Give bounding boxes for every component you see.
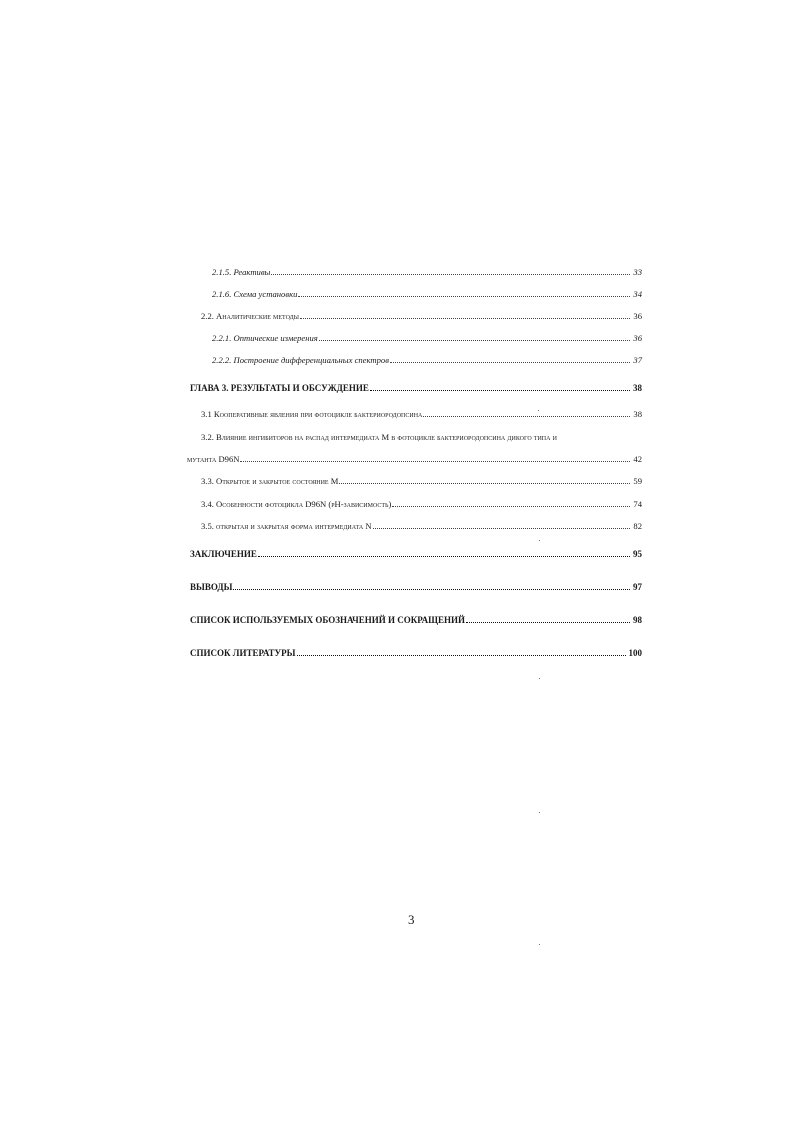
toc-leader-dots xyxy=(339,476,630,484)
toc-entry[interactable] xyxy=(190,582,642,593)
toc-page-number: 33 xyxy=(633,267,642,277)
toc-page-number: 38 xyxy=(633,409,642,419)
toc-page-number: 36 xyxy=(633,311,642,321)
toc-page-number: 34 xyxy=(633,289,642,299)
toc-label: 2.2.1. Оптические измерения xyxy=(212,333,318,343)
toc-entry[interactable] xyxy=(190,549,642,560)
toc-label: 2.2. Аналитические методы xyxy=(201,311,299,321)
toc-leader-dots xyxy=(300,311,630,319)
toc-leader-dots xyxy=(240,454,630,462)
toc-label: 2.2.2. Построение дифференциальных спектров xyxy=(212,355,389,365)
toc-leader-dots xyxy=(271,267,630,275)
toc-entry[interactable] xyxy=(212,355,642,366)
toc-entry[interactable] xyxy=(187,454,642,465)
toc-entry[interactable] xyxy=(212,333,642,344)
toc-page-number: 98 xyxy=(633,615,642,625)
toc-entry[interactable] xyxy=(201,499,642,510)
toc-entry[interactable] xyxy=(201,409,642,420)
toc-leader-dots xyxy=(298,289,630,297)
toc-label: ГЛАВА 3. РЕЗУЛЬТАТЫ И ОБСУЖДЕНИЕ xyxy=(190,383,369,393)
toc-label: 3.3. Открытое и закрытое состояние M xyxy=(201,476,339,486)
toc-page-number: 42 xyxy=(633,454,642,464)
toc-page-number: 59 xyxy=(633,476,642,486)
toc-label: 2.1.5. Реактивы xyxy=(212,267,271,277)
toc-leader-dots xyxy=(258,549,630,557)
toc-page-number: 95 xyxy=(633,549,642,559)
toc-label: мутанта D96N xyxy=(187,454,240,464)
toc-leader-dots xyxy=(390,355,630,363)
toc-label: СПИСОК ЛИТЕРАТУРЫ xyxy=(190,648,296,658)
toc-page-number: 38 xyxy=(633,383,642,393)
toc-page-number: 97 xyxy=(633,582,642,592)
toc-label: 3.1 Кооперативные явления при фотоцикле бактериородопсина xyxy=(201,409,423,419)
toc-page-number: 82 xyxy=(633,521,642,531)
toc-label: ЗАКЛЮЧЕНИЕ xyxy=(190,549,257,559)
scan-speck xyxy=(539,540,540,541)
toc-entry[interactable] xyxy=(201,521,642,532)
toc-leader-dots xyxy=(392,499,630,507)
toc-label: 3.5. открытая и закрытая форма интермедиата N xyxy=(201,521,372,531)
toc-label: СПИСОК ИСПОЛЬЗУЕМЫХ ОБОЗНАЧЕНИЙ И СОКРАЩЕНИЙ xyxy=(190,615,466,625)
toc-leader-dots xyxy=(319,333,631,341)
toc-entry[interactable] xyxy=(201,311,642,322)
scan-speck xyxy=(539,678,540,679)
scan-speck xyxy=(538,410,539,411)
toc-entry[interactable] xyxy=(190,615,642,626)
toc-page-number: 74 xyxy=(633,499,642,509)
toc-leader-dots xyxy=(373,521,631,529)
toc-label: 2.1.6. Схема установки xyxy=(212,289,298,299)
toc-entry[interactable] xyxy=(201,476,642,487)
toc-page-number: 100 xyxy=(628,648,642,658)
toc-entry[interactable] xyxy=(190,648,642,659)
toc-leader-dots xyxy=(233,582,630,590)
toc-entry[interactable] xyxy=(212,267,642,278)
toc-label-continued[interactable]: 3.2. Влияние ингибиторов на распад интермедиата M в фотоцикле бактериородопсина дикого типа и xyxy=(201,432,557,442)
toc-page-number: 37 xyxy=(633,355,642,365)
toc-label: 3.4. Особенности фотоцикла D96N (pH-зависимость) xyxy=(201,499,392,509)
toc-leader-dots xyxy=(297,648,626,656)
toc-entry[interactable] xyxy=(190,383,642,394)
toc-leader-dots xyxy=(370,383,630,391)
toc-leader-dots xyxy=(466,615,630,623)
toc-label: ВЫВОДЫ xyxy=(190,582,233,592)
toc-entry[interactable] xyxy=(212,289,642,300)
toc-leader-dots xyxy=(423,409,630,417)
scan-speck xyxy=(539,812,540,813)
scan-speck xyxy=(539,944,540,945)
toc-page-number: 36 xyxy=(633,333,642,343)
page-number: 3 xyxy=(408,912,415,927)
